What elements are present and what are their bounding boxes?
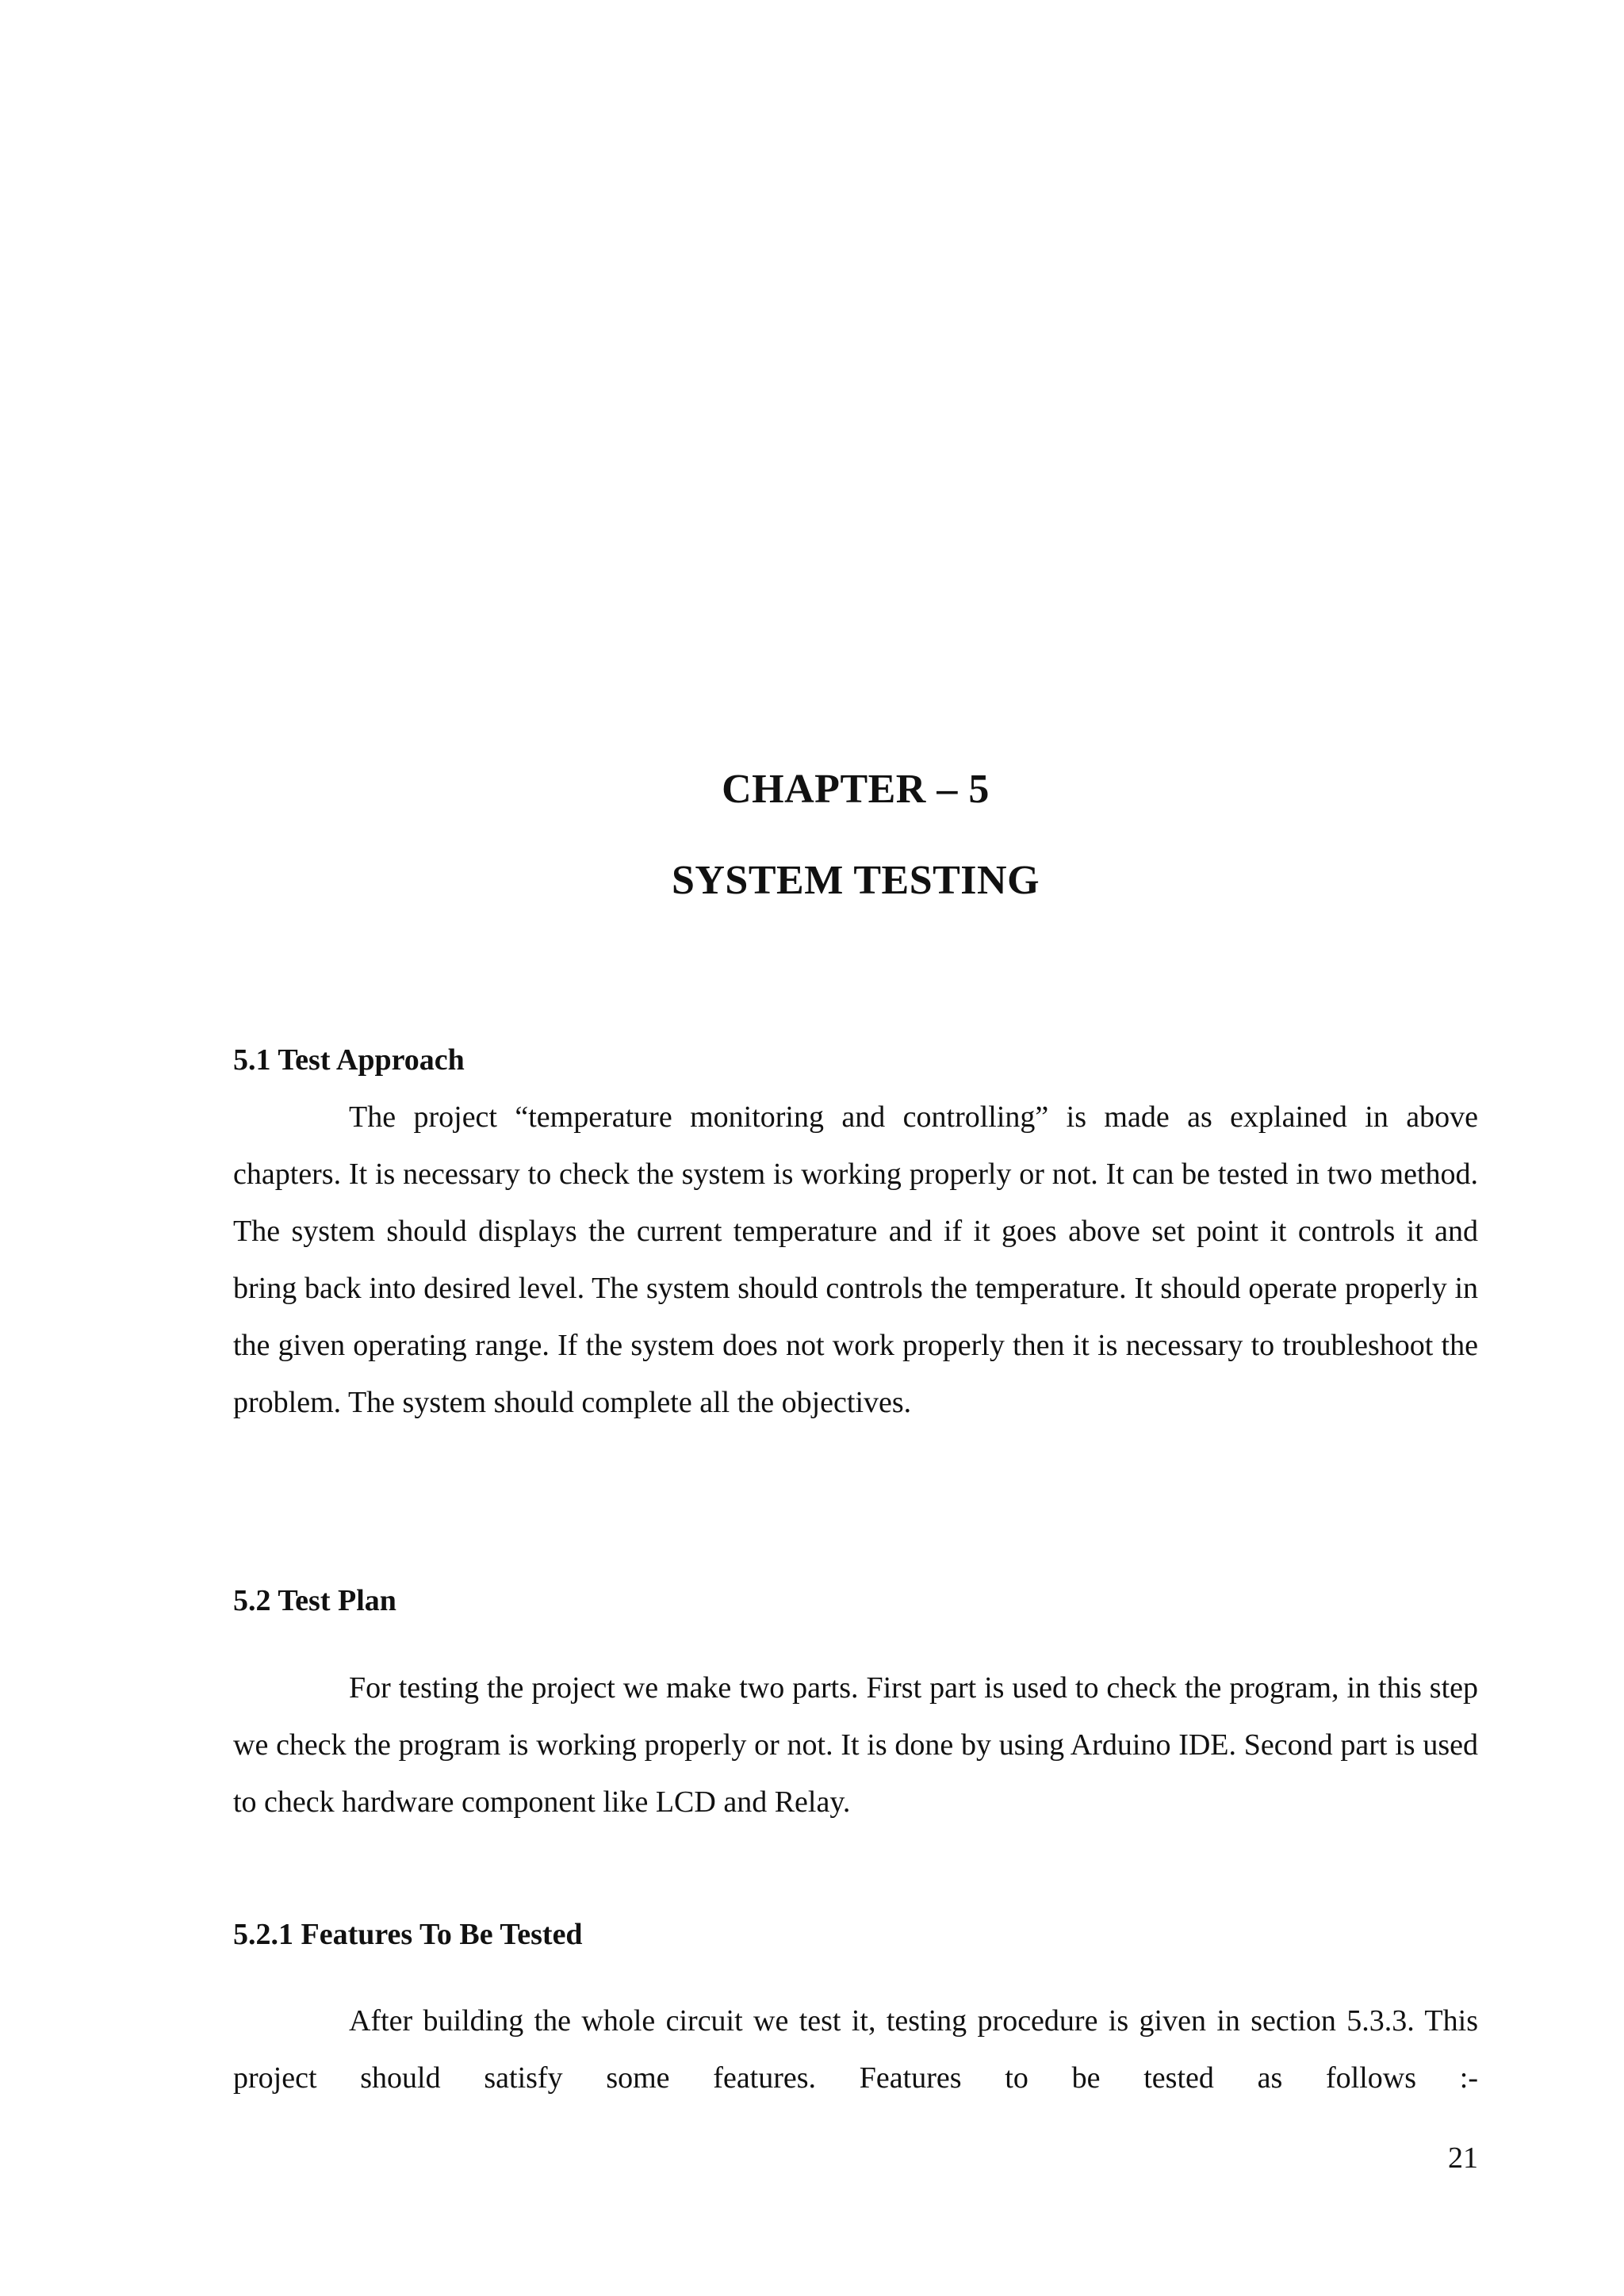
chapter-number-heading: CHAPTER – 5 [722, 767, 990, 812]
section-heading-test-plan: 5.2 Test Plan [233, 1584, 396, 1617]
section-heading-test-approach: 5.1 Test Approach [233, 1043, 465, 1077]
section-paragraph-features-to-be-tested: After building the whole circuit we test it, testing procedure is given in section 5.3.3. This project should satisfy some features. Features to be tested as follows :- [233, 2004, 1478, 2095]
section-paragraph-test-plan: For testing the project we make two parts. First part is used to check the program, in this step we check the program is working properly or not. It is done by using Arduino IDE. Second part is used to check hardware component like LCD and Relay. [233, 1671, 1478, 1819]
page-number: 21 [1448, 2141, 1478, 2175]
section-paragraph-test-approach: The project “temperature monitoring and controlling” is made as explained in above chapters. It is necessary to check the system is working properly or not. It can be tested in two method. The system should displays the current temperature and if it goes above set point it controls it and bring back into desired level. The system should controls the temperature. It should operate properly in the given operating range. If the system does not work properly then it is necessary to troubleshoot the problem. The system should complete all the objectives. [233, 1100, 1478, 1419]
section-heading-features-to-be-tested: 5.2.1 Features To Be Tested [233, 1918, 583, 1951]
chapter-title-heading: SYSTEM TESTING [671, 858, 1040, 903]
